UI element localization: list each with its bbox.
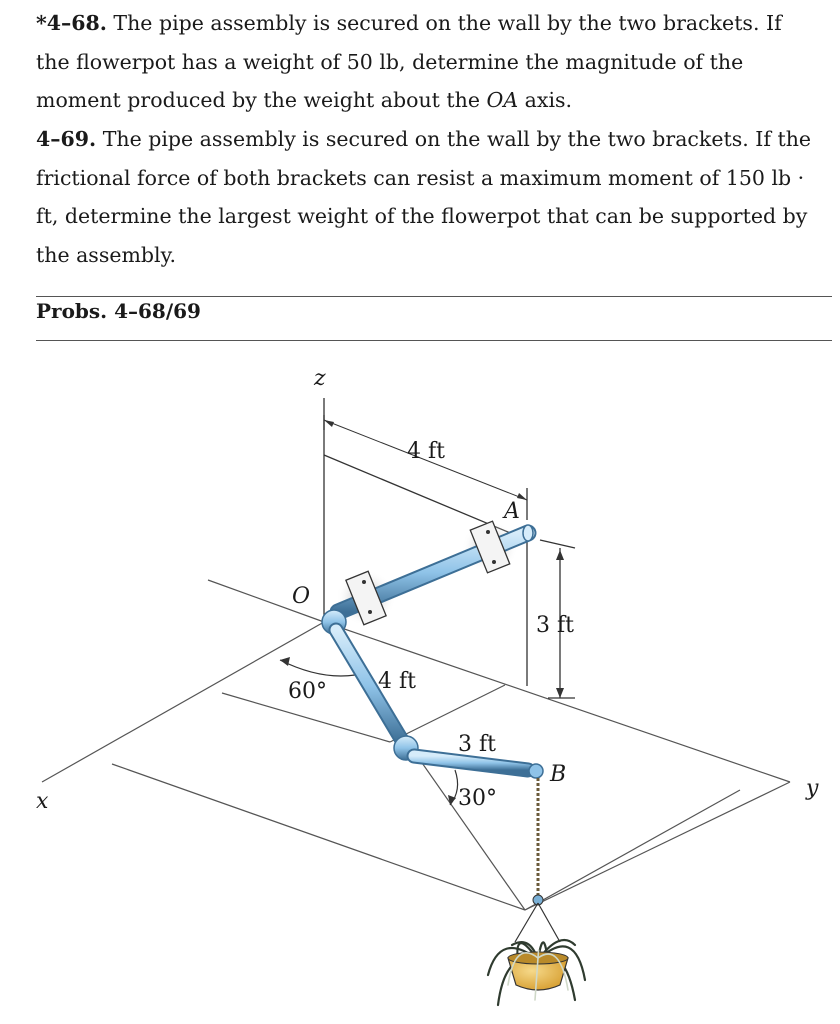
axis-z-label: z: [314, 366, 326, 391]
pipe-end: [523, 525, 533, 541]
pipe-arm: [414, 756, 528, 770]
problem-text-end: axis.: [518, 88, 573, 113]
dim-leg-label: 4 ft: [378, 669, 416, 694]
axis-y-label: y: [806, 776, 819, 801]
point-a-label: A: [504, 499, 520, 524]
flowerpot: [488, 940, 585, 1005]
problem-text: The pipe assembly is secured on the wall by the two brackets. If the frictional force of both brackets can resist a maximum moment of 150 lb · ft, determine the largest weight of the flowerpot that can be supported by the assembly.: [36, 127, 812, 267]
pipe-end-b: [529, 764, 543, 778]
angle-60-arrow: [280, 657, 290, 666]
caption-top-rule: [36, 296, 832, 297]
problem-4-68: [36, 4, 816, 120]
dim-height-label: 3 ft: [536, 613, 574, 638]
caption-bottom-rule: [36, 340, 832, 341]
point-b-label: B: [550, 762, 567, 787]
wall-lines: [324, 398, 575, 698]
axis-label: OA: [486, 88, 519, 113]
problem-number: *4–68.: [36, 11, 107, 35]
axis-x-label: x: [36, 789, 49, 814]
problem-text: The pipe assembly is secured on the wall by the two brackets. If the flowerpot has a weight of 50 lb, determine the magnitude of the moment produced by the weight about the: [36, 11, 782, 113]
problem-number: 4–69.: [36, 127, 97, 151]
dim-oa-label: 4 ft: [407, 439, 445, 464]
angle-60-label: 60°: [288, 679, 327, 704]
dim-arm-label: 3 ft: [458, 732, 496, 757]
pipe-assembly-figure: [0, 345, 840, 1024]
point-o-label: O: [292, 584, 311, 609]
angle-30-label: 30°: [458, 786, 497, 811]
problem-4-69: [36, 120, 816, 274]
figure-caption: Probs. 4–68/69: [36, 299, 201, 323]
